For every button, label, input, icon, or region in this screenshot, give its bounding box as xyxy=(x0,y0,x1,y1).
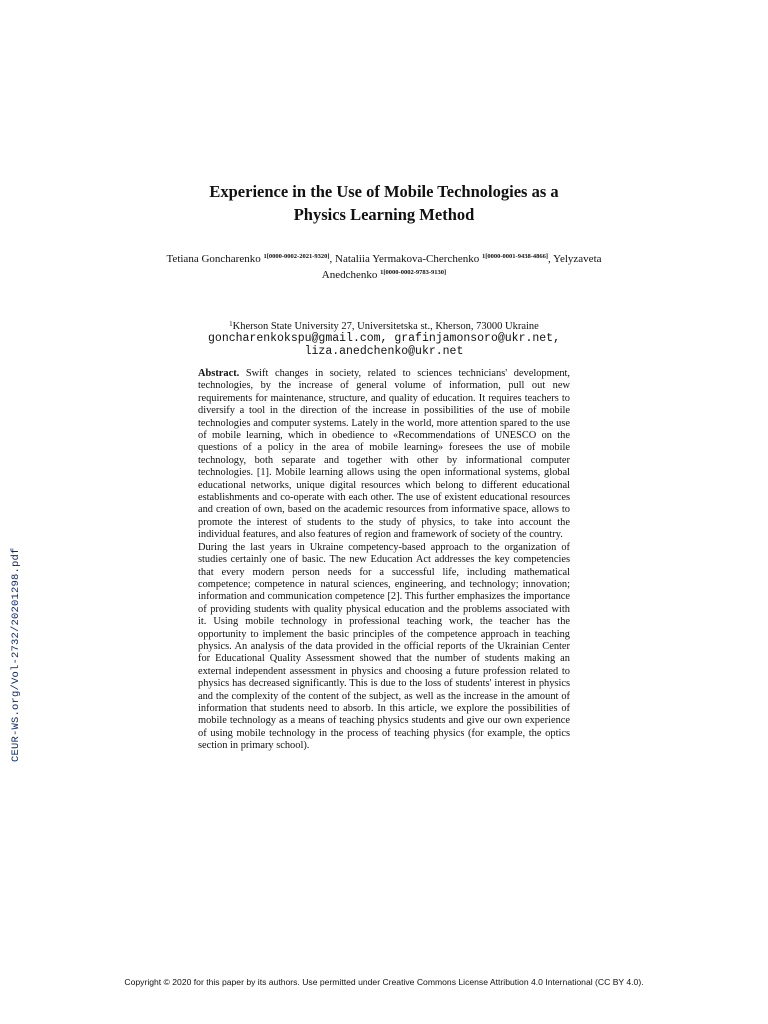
author-separator: , xyxy=(548,253,554,265)
title-line-1: Experience in the Use of Mobile Technologies as a xyxy=(209,182,559,201)
abstract-label: Abstract. xyxy=(198,368,240,379)
author-orcid: 1[0000-0002-9783-9130] xyxy=(380,269,447,276)
author-name: Yelyzaveta Anedchenko xyxy=(321,253,602,281)
author-orcid: 1[0000-0002-2021-9320] xyxy=(263,253,330,260)
affiliation xyxy=(190,318,578,333)
ceur-side-stamp: CEUR-WS.org/Vol-2732/20201298.pdf xyxy=(10,547,22,762)
title-line-2: Physics Learning Method xyxy=(293,205,475,224)
abstract xyxy=(198,368,570,753)
emails-line-2: liza.anedchenko@ukr.net xyxy=(304,345,464,358)
author-list xyxy=(164,250,604,282)
author-separator: , xyxy=(329,253,336,265)
author-name: Tetiana Goncharenko xyxy=(166,253,261,265)
author-emails xyxy=(190,332,578,358)
author-orcid: 1[0000-0001-9438-4866] xyxy=(481,253,549,260)
paper-title xyxy=(160,180,608,226)
abstract-paragraph-1 xyxy=(198,368,570,542)
abstract-text-1: Swift changes in society, related to sciences technicians' development, technologies, by the increase of general volume of information, pull out new requirements for maintenance, structure, and quality of education. It requires teachers to diversify a tool in the direction of the increase in possibilities of the use of mobile technologies and computer systems. Lately in the world, more attention spared to the use of mobile learning, which in obedience to «Recommendations of UNESCO on the questions of a policy in the area of mobile learning» foresees the use of mobile technology, both separate and together with other by informational computer technologies. [1]. Mobile learning allows using the open informational systems, global educational networks, unique digital resources which belong to different educational establishments and co-operate with each other. The use of existent educational resources and creation of own, based on the academic resources from informative space, allows to promote the interest of students to the study of physics, to take into account the individual features, and also features of region and framework of society of the country. xyxy=(198,368,570,541)
author-name: Nataliia Yermakova-Cherchenko xyxy=(335,253,480,265)
abstract-paragraph-2: During the last years in Ukraine competency-based approach to the organization of studies certainly one of basic. The new Education Act addresses the key competencies that every modern person needs for a successful life, including mathematical competence; competence in natural sciences, engineering, and technology; innovation; information and communication competence [2]. This further emphasizes the importance of providing students with quality physical education and the problems associated with it. Using mobile technology in professional teaching work, the teacher has the opportunity to implement the basic principles of the competence approach in teaching physics. An analysis of the data provided in the official reports of the Ukrainian Center for Educational Quality Assessment showed that the number of students making an external independent assessment in physics and choosing a future profession related to physics has decreased significantly. This is due to the loss of students' interest in physics and the complexity of the content of the subject, as well as the increase in the amount of information that students need to absorb. In this article, we explore the possibilities of mobile technology as a means of teaching physics students and give our own experience of using mobile technology in the process of teaching physics (for example, the optics section in primary school). xyxy=(198,541,570,752)
copyright-notice: Copyright © 2020 for this paper by its authors. Use permitted under Creative Commons License Attribution 4.0 International (CC BY 4.0). xyxy=(124,977,644,987)
emails-line-1: goncharenkokspu@gmail.com, grafinjamonsoro@ukr.net, xyxy=(208,332,560,345)
affiliation-marker: 1 xyxy=(229,320,233,328)
affiliation-text: Kherson State University 27, Universitetska st., Kherson, 73000 Ukraine xyxy=(232,321,539,332)
